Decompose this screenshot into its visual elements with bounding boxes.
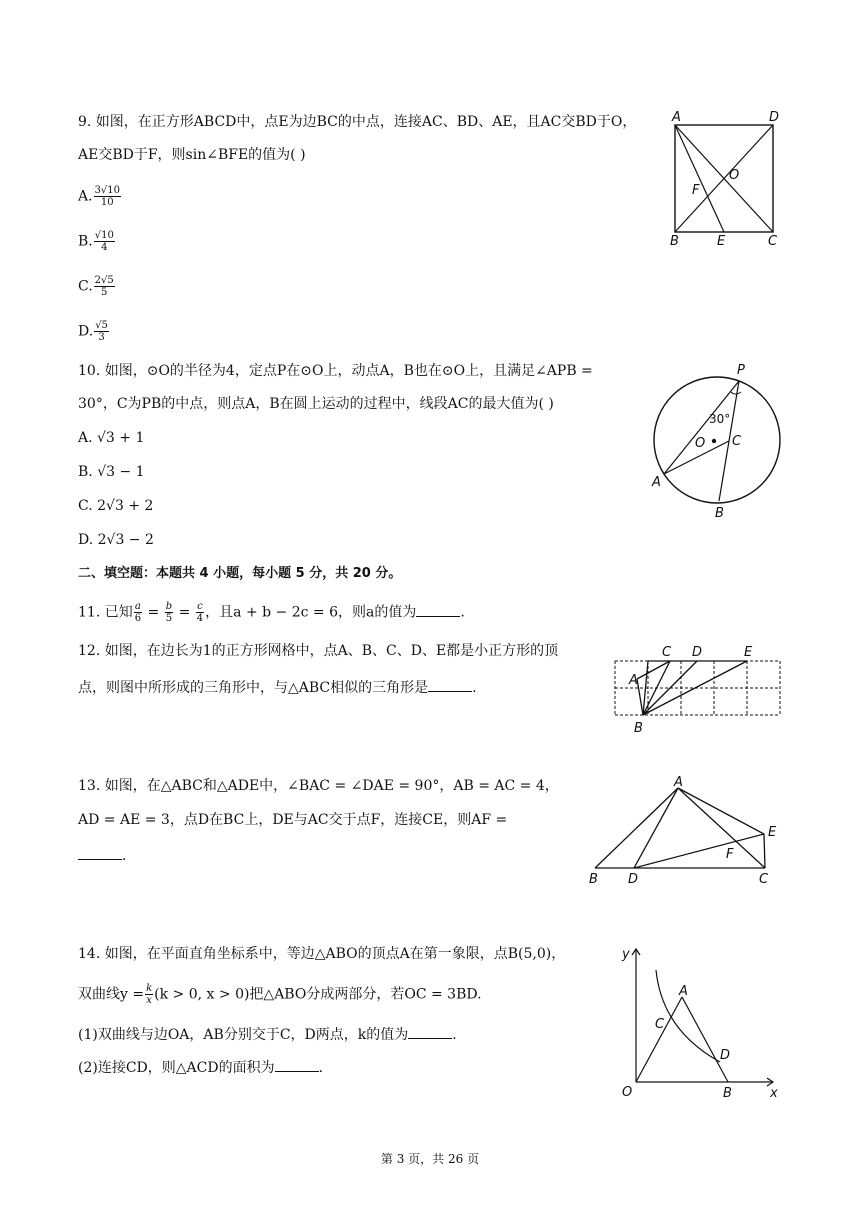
q9-label-b: B xyxy=(670,234,679,249)
page-footer: 第 3 页，共 26 页 xyxy=(380,1152,480,1166)
q13-label-a: A xyxy=(674,775,683,790)
q13-line1: 13. 如图，在△ABC和△ADE中，∠BAC = ∠DAE = 90°，AB = AC = 4， xyxy=(78,778,559,794)
q14-label-a: A xyxy=(679,984,688,999)
q10-label-b: B xyxy=(715,506,724,521)
q10-label-c: C xyxy=(732,434,742,449)
q14-label-b: B xyxy=(723,1086,732,1101)
q10-option-b: B. √3 − 1 xyxy=(78,464,145,480)
q12-line2: 点，则图中所形成的三角形中，与△ABC相似的三角形是 . xyxy=(78,677,477,698)
q13-label-e: E xyxy=(768,825,777,840)
q14-line1: 14. 如图，在平面直角坐标系中，等边△ABO的顶点A在第一象限，点B(5,0)， xyxy=(78,946,566,962)
q9-option-c: C. $\frac{2√5}{5}$ xyxy=(78,275,114,298)
q12-label-c: C xyxy=(662,645,672,660)
q14-label-d: D xyxy=(720,1048,731,1063)
q10-option-a: A. √3 + 1 xyxy=(78,430,145,446)
q10-option-d: D. 2√3 − 2 xyxy=(78,532,154,548)
q13-label-b: B xyxy=(589,872,598,887)
q14-label-c: C xyxy=(655,1017,665,1032)
q11-line: 11. 已知 $\frac{a}{6}$ = $\frac{b}{5}$ = $\frac{c}{4}$ ，且a + b − 2c = 6，则a的值为 . xyxy=(78,601,465,624)
q9-option-a: A. $\frac{3√10}{10}$ xyxy=(78,185,121,208)
q13-label-f: F xyxy=(726,847,734,862)
q9-label-a: A xyxy=(672,110,681,125)
q10-label-o: O xyxy=(695,436,706,451)
q9-square-figure xyxy=(668,108,788,249)
q13-label-c: C xyxy=(759,872,769,887)
q9-label-o: O xyxy=(729,168,740,183)
q12-label-b: B xyxy=(634,721,643,736)
q12-grid-figure xyxy=(610,642,790,738)
q9-label-d: D xyxy=(769,110,780,125)
q12-label-a: A xyxy=(629,673,638,688)
q12-answer-blank xyxy=(428,677,472,692)
q14-line2: 双曲线y = $\frac{k}{x}$ (k > 0, x > 0)把△ABO分成两部分，若OC = 3BD. xyxy=(78,983,482,1006)
q12-line1: 12. 如图，在边长为1的正方形网格中，点A、B、C、D、E都是小正方形的顶 xyxy=(78,643,559,659)
q14-label-y: y xyxy=(622,947,630,962)
q9-line1: 9. 如图，在正方形ABCD中，点E为边BC的中点，连接AC、BD、AE，且AC交BD于O， xyxy=(78,114,637,130)
q13-triangle-figure xyxy=(585,772,785,886)
q14-label-o: O xyxy=(622,1085,633,1100)
q14-answer-blank-1 xyxy=(408,1024,452,1039)
q12-label-e: E xyxy=(744,645,753,660)
q10-angle-label: 30° xyxy=(709,412,731,426)
q9-label-c: C xyxy=(768,234,778,249)
q10-label-p: P xyxy=(737,363,745,378)
q13-line2: AD = AE = 3，点D在BC上，DE与AC交于点F，连接CE，则AF = xyxy=(78,812,508,828)
q13-line3: . xyxy=(78,845,126,866)
q10-line1: 10. 如图，⊙O的半径为4，定点P在⊙O上，动点A，B也在⊙O上，且满足∠APB = xyxy=(78,363,593,379)
q11-answer-blank xyxy=(416,602,460,617)
q13-answer-blank xyxy=(78,845,122,860)
q13-label-d: D xyxy=(628,872,639,887)
q14-label-x: x xyxy=(770,1086,778,1101)
q10-label-a: A xyxy=(652,475,661,490)
section-2-heading: 二、填空题：本题共 4 小题，每小题 5 分，共 20 分。 xyxy=(78,566,402,581)
q12-label-d: D xyxy=(692,645,703,660)
q14-answer-blank-2 xyxy=(275,1057,319,1072)
q9-label-e: E xyxy=(717,234,726,249)
q9-label-f: F xyxy=(692,183,700,198)
q10-option-c: C. 2√3 + 2 xyxy=(78,498,154,514)
q9-option-d: D. $\frac{√5}{3}$ xyxy=(78,320,108,343)
q14-sub2: (2)连接CD，则△ACD的面积为 . xyxy=(78,1057,323,1078)
q9-option-b: B. $\frac{√10}{4}$ xyxy=(78,230,114,253)
q10-circle-figure xyxy=(645,360,765,520)
q14-sub1: (1)双曲线与边OA，AB分别交于C，D两点，k的值为 . xyxy=(78,1024,457,1045)
q14-coordinate-figure xyxy=(610,940,790,1102)
q10-line2: 30°，C为PB的中点，则点A，B在圆上运动的过程中，线段AC的最大值为( ) xyxy=(78,396,554,412)
q9-line2: AE交BD于F，则sin∠BFE的值为( ) xyxy=(78,147,306,163)
